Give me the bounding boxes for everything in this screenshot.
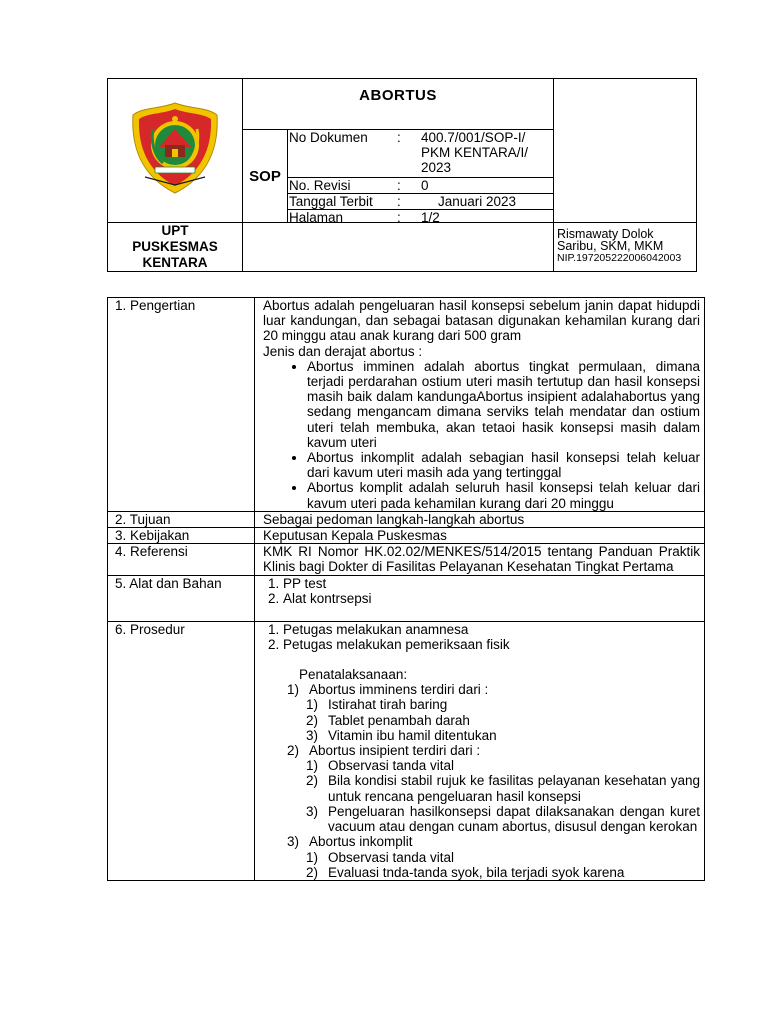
sop-label: SOP	[243, 130, 288, 222]
item-text: Evaluasi tnda-tanda syok, bila terjadi syok karena	[328, 864, 625, 880]
definition-text: Abortus adalah pengeluaran hasil konsepsi sebelum janin dapat hidupdi luar kandungan, dan sebagai batasan digunakan kehamilan kurang dari 20 minggu atau anak kurang dari 500 gram	[263, 298, 700, 344]
sop-header-table	[107, 78, 697, 272]
row-content	[255, 621, 705, 880]
sop-content-table	[107, 297, 705, 881]
types-list	[263, 359, 700, 511]
row-pengertian	[108, 298, 705, 512]
row-kebijakan	[108, 528, 705, 544]
list-item: • Abortus imminen adalah abortus tingkat permulaan, dimana terjadi perdarahan ostium uteri masih tertutup dan hasil konsepsi masih baik dalam kandungaAbortus insipient adalahabortus yang sedang mengancam dimana serviks telah mendatar dan ostium uteri telah membuka, akan tetaoi hasik konsepsi masih dalam kavum uteri	[307, 359, 700, 450]
list-marker: 2)	[306, 864, 319, 880]
item-text: Pengeluaran hasilkonsepsi dapat dilaksanakan dengan kuret vacuum atau dengan cunam abortus, disusul dengan kerokan	[328, 803, 700, 835]
meta-key: No Dokumen	[289, 130, 368, 145]
signer-cell	[554, 223, 697, 272]
row-label: 4. Referensi	[108, 544, 255, 575]
group-title: Abortus inkomplit	[309, 834, 413, 850]
meta-colon: :	[397, 178, 401, 193]
meta-colon: :	[397, 210, 401, 225]
list-marker: 2)	[306, 712, 319, 728]
approval-cell	[554, 79, 697, 223]
row-label: 3. Kebijakan	[108, 528, 255, 544]
meta-row-tanggal-terbit	[288, 194, 553, 210]
list-item: 1. Petugas melakukan anamnesa	[283, 622, 700, 637]
management-subitems	[263, 758, 700, 834]
meta-row-halaman	[288, 210, 553, 225]
list-item: • Abortus komplit adalah seluruh hasil konsepsi telah keluar dari kavum uteri pada kehamilan kurang dari 20 minggu	[307, 480, 700, 510]
list-item	[263, 713, 700, 728]
meta-colon: :	[397, 194, 401, 209]
group-title: Abortus imminens terdiri dari :	[309, 682, 489, 698]
org-line: KENTARA	[142, 255, 208, 270]
list-marker: 2)	[287, 743, 300, 759]
signer-nip: NIP.197205222006042003	[557, 252, 682, 264]
list-item	[263, 743, 700, 758]
list-item: 1. PP test	[283, 576, 700, 591]
row-referensi	[108, 544, 705, 575]
list-item	[263, 865, 700, 880]
list-item	[263, 850, 700, 865]
org-line: PUSKESMAS	[132, 239, 218, 254]
list-item: 2. Petugas melakukan pemeriksaan fisik	[283, 637, 700, 652]
meta-value: 1/2	[421, 210, 440, 225]
tools-list	[263, 576, 700, 606]
item-text: Observasi tanda vital	[328, 758, 455, 774]
list-marker: 1)	[306, 758, 319, 774]
meta-row-no-dokumen	[288, 130, 553, 178]
meta-value: 0	[421, 178, 429, 193]
meta-key: No. Revisi	[289, 178, 351, 193]
meta-key: Tanggal Terbit	[289, 194, 373, 209]
row-label: 5. Alat dan Bahan	[108, 575, 255, 621]
procedure-steps	[263, 622, 700, 652]
management-subitems	[263, 697, 700, 743]
meta-row-no-revisi	[288, 178, 553, 194]
row-content: KMK RI Nomor HK.02.02/MENKES/514/2015 tentang Panduan Praktik Klinis bagi Dokter di Fasilitas Pelayanan Kesehatan Tingkat Pertama	[255, 544, 705, 575]
meta-colon: :	[397, 130, 401, 145]
types-heading: Jenis dan derajat abortus :	[263, 343, 423, 359]
list-item	[263, 804, 700, 834]
org-line: UPT	[161, 223, 189, 238]
list-marker: 3)	[287, 834, 300, 850]
row-prosedur	[108, 621, 705, 880]
management-groups	[263, 682, 700, 697]
item-text: Istirahat tirah baring	[328, 697, 448, 713]
logo-cell	[108, 79, 243, 223]
management-subitems	[263, 850, 700, 880]
list-marker: 1)	[306, 849, 319, 865]
list-item	[263, 697, 700, 712]
row-content	[255, 575, 705, 621]
row-label: 1. Pengertian	[108, 298, 255, 512]
list-marker: 3)	[306, 803, 319, 819]
item-text: Observasi tanda vital	[328, 849, 455, 865]
meta-value: 400.7/001/SOP-I/PKM KENTARA/I/2023	[421, 130, 529, 175]
row-alat-dan-bahan	[108, 575, 705, 621]
management-heading: Penatalaksanaan:	[299, 667, 408, 683]
list-marker: 1)	[287, 682, 300, 698]
organization-name	[108, 223, 243, 272]
signer-name: Rismawaty Dolok	[557, 227, 654, 241]
sop-meta	[288, 130, 553, 225]
list-marker: 1)	[306, 697, 319, 713]
meta-value: Januari 2023	[437, 194, 517, 209]
list-item	[263, 773, 700, 803]
row-label: 6. Prosedur	[108, 621, 255, 880]
list-item	[263, 834, 700, 849]
management-groups	[263, 743, 700, 758]
row-content	[255, 298, 705, 512]
item-text: Vitamin ibu hamil ditentukan	[328, 727, 497, 743]
group-title: Abortus insipient terdiri dari :	[309, 743, 481, 759]
list-item	[263, 682, 700, 697]
title-cell	[243, 79, 554, 130]
list-marker: 2)	[306, 773, 319, 789]
management-groups	[263, 834, 700, 849]
list-item	[263, 728, 700, 743]
row-tujuan	[108, 511, 705, 527]
row-content: Keputusan Kepala Puskesmas	[255, 528, 705, 544]
row-content: Sebagai pedoman langkah-langkah abortus	[255, 511, 705, 527]
item-text: Tablet penambah darah	[328, 712, 470, 728]
list-item: • Abortus inkomplit adalah sebagian hasil konsepsi telah keluar dari kavum uteri masih ada yang tertinggal	[307, 450, 700, 480]
list-item: 2. Alat kontrsepsi	[283, 591, 700, 606]
blank-cell	[243, 223, 554, 272]
signer-title: Saribu, SKM, MKM	[557, 239, 664, 253]
sop-meta-cell	[243, 130, 554, 223]
meta-key: Halaman	[289, 210, 344, 225]
dairi-regency-emblem-icon	[125, 99, 225, 197]
list-item	[263, 758, 700, 773]
list-marker: 3)	[306, 727, 319, 743]
item-text: Bila kondisi stabil rujuk ke fasilitas pelayanan kesehatan yang untuk rencana pengeluaran hasil konsepsi	[328, 773, 700, 804]
row-label: 2. Tujuan	[108, 511, 255, 527]
document-title: ABORTUS	[359, 87, 437, 104]
